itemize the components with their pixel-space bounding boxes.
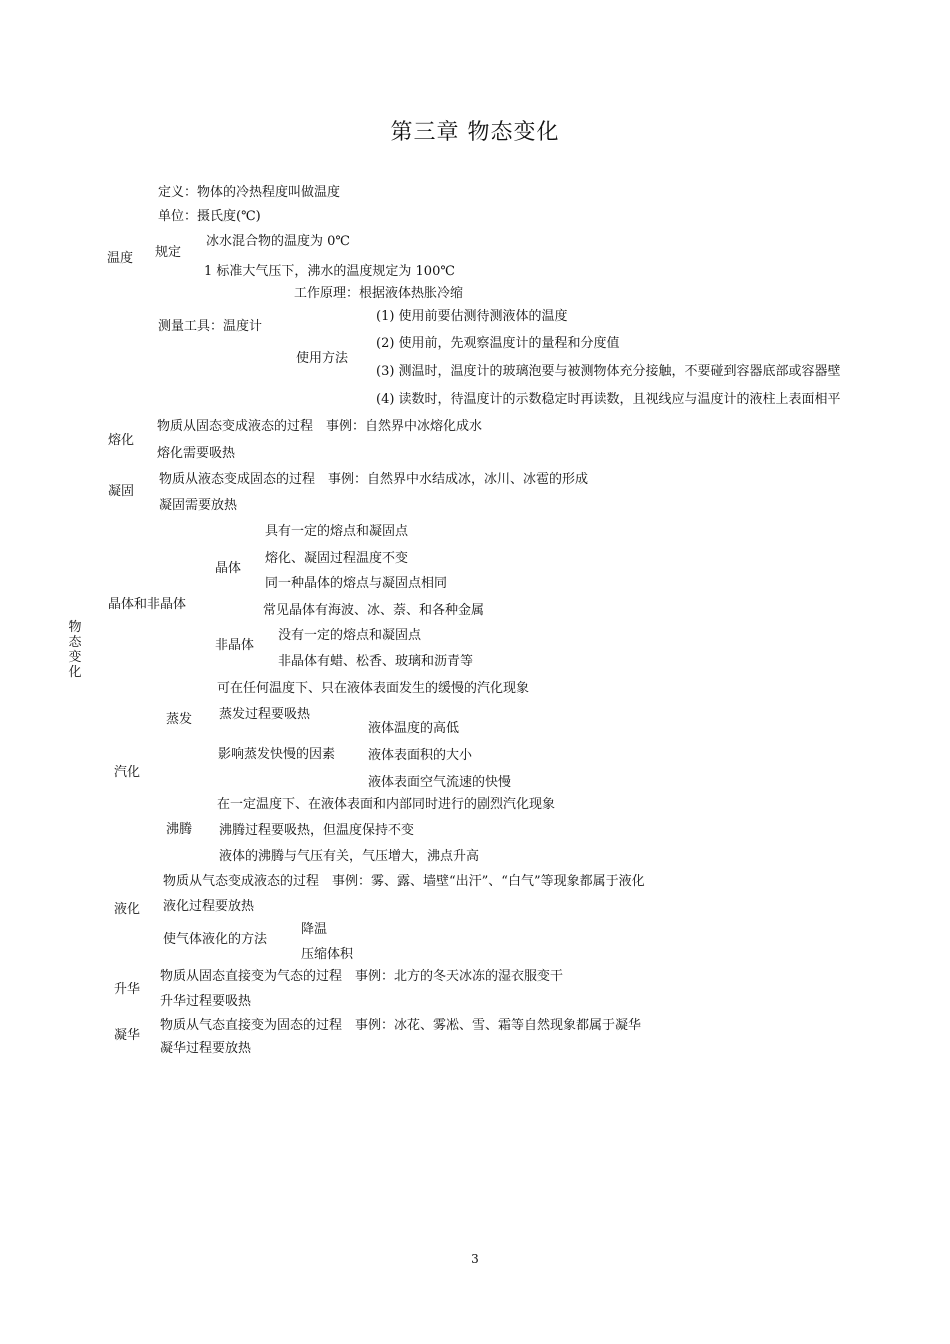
crystal-item: 同一种晶体的熔点与凝固点相同	[265, 576, 448, 591]
melting-label: 熔化	[108, 433, 135, 448]
temperature-label: 温度	[107, 251, 134, 266]
crystal-section-label: 晶体和非晶体	[108, 597, 187, 612]
thermometer-usage-label: 使用方法	[296, 351, 349, 366]
evaporation-factor: 液体温度的高低	[368, 721, 460, 736]
page-title: 第三章 物态变化	[390, 120, 560, 145]
temperature-definition: 定义：物体的冷热程度叫做温度	[158, 185, 341, 200]
liquefaction-method: 降温	[301, 922, 328, 937]
root-char: 态	[68, 635, 82, 650]
temperature-unit: 单位：摄氏度(℃)	[158, 209, 261, 224]
thermometer-usage-item: (4) 读数时，待温度计的示数稳定时再读数，且视线应与温度计的液柱上表面相平	[376, 392, 841, 407]
root-char: 物	[68, 620, 82, 635]
amorphous-item: 没有一定的熔点和凝固点	[278, 628, 422, 643]
thermometer-usage-item: (1) 使用前要估测待测液体的温度	[376, 309, 568, 324]
melting-line-1: 物质从固态变成液态的过程 事例：自然界中冰熔化成水	[157, 419, 483, 434]
boiling-line-1: 在一定温度下、在液体表面和内部同时进行的剧烈汽化现象	[217, 797, 556, 812]
thermometer-usage-item: (2) 使用前，先观察温度计的量程和分度值	[376, 336, 620, 351]
thermometer-principle: 工作原理：根据液体热胀冷缩	[294, 286, 464, 301]
deposition-line-2: 凝华过程要放热	[160, 1041, 252, 1056]
amorphous-item: 非晶体有蜡、松香、玻璃和沥青等	[278, 654, 474, 669]
vaporization-label: 汽化	[114, 765, 141, 780]
solidification-line-1: 物质从液态变成固态的过程 事例：自然界中水结成冰，冰川、冰雹的形成	[159, 472, 589, 487]
crystal-item: 具有一定的熔点和凝固点	[265, 524, 409, 539]
deposition-line-1: 物质从气态直接变为固态的过程 事例：冰花、雾凇、雪、霜等自然现象都属于凝华	[160, 1018, 642, 1033]
evaporation-line-1: 可在任何温度下、只在液体表面发生的缓慢的汽化现象	[217, 681, 530, 696]
liquefaction-line-1: 物质从气态变成液态的过程 事例：雾、露、墙壁“出汗”、“白气”等现象都属于液化	[163, 874, 645, 889]
solidification-line-2: 凝固需要放热	[159, 498, 238, 513]
evaporation-factor: 液体表面积的大小	[368, 748, 473, 763]
boiling-line-2: 沸腾过程要吸热，但温度保持不变	[219, 823, 415, 838]
evaporation-factor: 液体表面空气流速的快慢	[368, 775, 512, 790]
liquefaction-method-label: 使气体液化的方法	[163, 932, 268, 947]
root-char: 化	[68, 665, 82, 680]
crystal-label: 晶体	[215, 561, 242, 576]
solidification-label: 凝固	[108, 484, 135, 499]
crystal-item: 熔化、凝固过程温度不变	[265, 551, 409, 566]
thermometer-tool-label: 测量工具：温度计	[158, 319, 263, 334]
sublimation-line-1: 物质从固态直接变为气态的过程 事例：北方的冬天冰冻的湿衣服变干	[160, 969, 564, 984]
melting-line-2: 熔化需要吸热	[157, 446, 236, 461]
sublimation-line-2: 升华过程要吸热	[160, 994, 252, 1009]
sublimation-label: 升华	[114, 982, 141, 997]
liquefaction-line-2: 液化过程要放热	[163, 899, 255, 914]
liquefaction-method: 压缩体积	[301, 947, 354, 962]
thermometer-usage-item: (3) 测温时，温度计的玻璃泡要与被测物体充分接触，不要碰到容器底部或容器壁	[376, 364, 841, 379]
page-number: 3	[471, 1252, 479, 1266]
temperature-rule-2: 1 标准大气压下，沸水的温度规定为 100℃	[204, 264, 455, 279]
deposition-label: 凝华	[114, 1028, 141, 1043]
crystal-item: 常见晶体有海波、冰、萘、和各种金属	[263, 603, 485, 618]
root-label-vertical	[67, 620, 83, 680]
temperature-rule-label: 规定	[155, 245, 182, 260]
liquefaction-label: 液化	[114, 902, 141, 917]
boiling-label: 沸腾	[166, 822, 193, 837]
root-char: 变	[68, 650, 82, 665]
amorphous-label: 非晶体	[215, 638, 255, 653]
evaporation-line-2: 蒸发过程要吸热	[219, 707, 311, 722]
temperature-rule-1: 冰水混合物的温度为 0℃	[206, 234, 350, 249]
boiling-line-3: 液体的沸腾与气压有关，气压增大，沸点升高	[219, 849, 480, 864]
evaporation-label: 蒸发	[166, 712, 193, 727]
evaporation-factor-label: 影响蒸发快慢的因素	[218, 747, 336, 762]
